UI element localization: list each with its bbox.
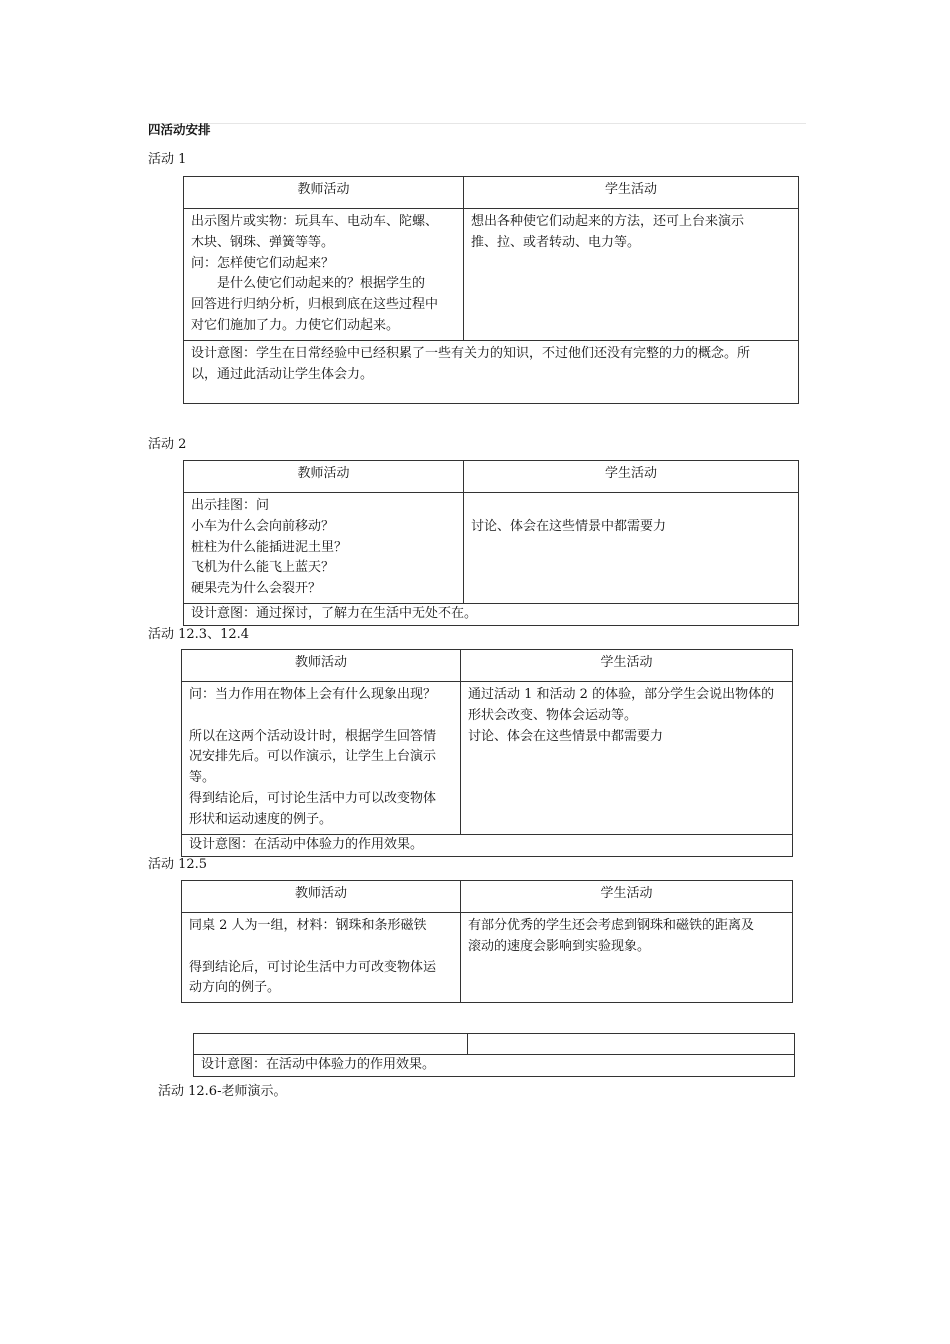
text-line: 设计意图：学生在日常经验中已经积累了一些有关力的知识，不过他们还没有完整的力的概念。所 — [191, 345, 751, 361]
text-line: 木块、钢珠、弹簧等等。 — [191, 234, 335, 250]
text-line: 问：怎样使它们动起来？ — [191, 255, 335, 271]
teacher-activity-header: 教师活动 — [182, 650, 461, 682]
section-title: 四活动安排 — [148, 122, 211, 137]
blank-line — [189, 937, 453, 958]
design-intent-cell — [182, 834, 793, 856]
activity-1-table — [183, 176, 799, 404]
text-line: 推、拉、或者转动、电力等。 — [471, 234, 641, 250]
text-line: 硬果壳为什么会裂开？ — [191, 581, 322, 597]
text-line: 形状和运动速度的例子。 — [189, 811, 333, 827]
text-line: 想出各种使它们动起来的方法，还可上台来演示 — [471, 214, 745, 229]
text-line: 通过活动 1 和活动 2 的体验，部分学生会说出物体的 — [468, 687, 775, 702]
text-line: 讨论、体会在这些情景中都需要力 — [471, 519, 667, 534]
activity-3-label: 活动 12.3、12.4 — [148, 627, 250, 642]
text-line: 讨论、体会在这些情景中都需要力 — [468, 728, 664, 744]
text-line: 出示挂图：问 — [191, 498, 270, 513]
text-line: 滚动的速度会影响到实验现象。 — [468, 938, 651, 954]
design-intent-cell — [184, 340, 799, 403]
teacher-activity-header: 教师活动 — [184, 461, 464, 493]
text-line: 对它们施加了力。力使它们动起来。 — [191, 317, 400, 333]
text-line: 得到结论后，可讨论生活中力可以改变物体 — [189, 790, 437, 806]
teacher-activity-cell — [182, 682, 461, 835]
blank-line — [189, 706, 453, 727]
text-line: 况安排先后。可以作演示，让学生上台演示 — [189, 749, 437, 765]
activity-4-table — [181, 880, 793, 1003]
student-activity-header: 学生活动 — [464, 177, 799, 209]
design-intent-cell — [194, 1055, 795, 1077]
teacher-activity-cell — [184, 209, 464, 341]
text-line: 桩柱为什么能插进泥土里？ — [191, 539, 348, 555]
text-line: 回答进行归纳分析，归根到底在这些过程中 — [191, 297, 439, 313]
text-line: 是什么使它们动起来的？根据学生的 — [217, 276, 426, 292]
text-line: 以，通过此活动让学生体会力。 — [191, 366, 374, 382]
student-activity-cell — [464, 493, 799, 604]
teacher-activity-cell — [184, 493, 464, 604]
activity-4-label: 活动 12.5 — [148, 857, 208, 872]
student-activity-cell — [461, 913, 793, 1003]
teacher-activity-header: 教师活动 — [184, 177, 464, 209]
design-intent-cell — [184, 603, 799, 625]
text-line: 同桌 2 人为一组，材料：钢珠和条形磁铁 — [189, 918, 427, 933]
top-rule — [148, 123, 806, 124]
teacher-activity-header: 教师活动 — [182, 881, 461, 913]
empty-cell — [194, 1034, 468, 1055]
text-line: 设计意图：通过探讨，了解力在生活中无处不在。 — [191, 605, 478, 621]
teacher-activity-cell — [182, 913, 461, 1003]
text-line: 问：当力作用在物体上会有什么现象出现？ — [189, 687, 437, 702]
text-line: 形状会改变、物体会运动等。 — [468, 707, 638, 723]
activity-2-table — [183, 460, 799, 626]
empty-cell — [468, 1034, 795, 1055]
student-activity-header: 学生活动 — [464, 461, 799, 493]
text-line: 动方向的例子。 — [189, 980, 281, 996]
text-line: 小车为什么会向前移动？ — [191, 518, 335, 534]
student-activity-header: 学生活动 — [461, 881, 793, 913]
text-line: 有部分优秀的学生还会考虑到钢珠和磁铁的距离及 — [468, 918, 755, 933]
student-activity-header: 学生活动 — [461, 650, 793, 682]
student-activity-cell — [464, 209, 799, 341]
activity-3-table — [181, 649, 793, 857]
text-line: 设计意图：在活动中体验力的作用效果。 — [189, 836, 424, 852]
text-line: 飞机为什么能飞上蓝天？ — [191, 560, 335, 576]
text-line: 设计意图：在活动中体验力的作用效果。 — [201, 1057, 436, 1072]
activity-1-label: 活动 1 — [148, 152, 187, 167]
text-line: 所以在这两个活动设计时，根据学生回答情 — [189, 728, 437, 744]
text-line: 等。 — [189, 770, 216, 786]
text-line: 出示图片或实物：玩具车、电动车、陀螺、 — [191, 214, 439, 229]
activity-5-table — [193, 1033, 795, 1077]
activity-6-label: 活动 12.6-老师演示。 — [158, 1084, 287, 1099]
text-line: 得到结论后，可讨论生活中力可改变物体运 — [189, 959, 437, 975]
student-activity-cell — [461, 682, 793, 835]
activity-2-label: 活动 2 — [148, 437, 187, 452]
